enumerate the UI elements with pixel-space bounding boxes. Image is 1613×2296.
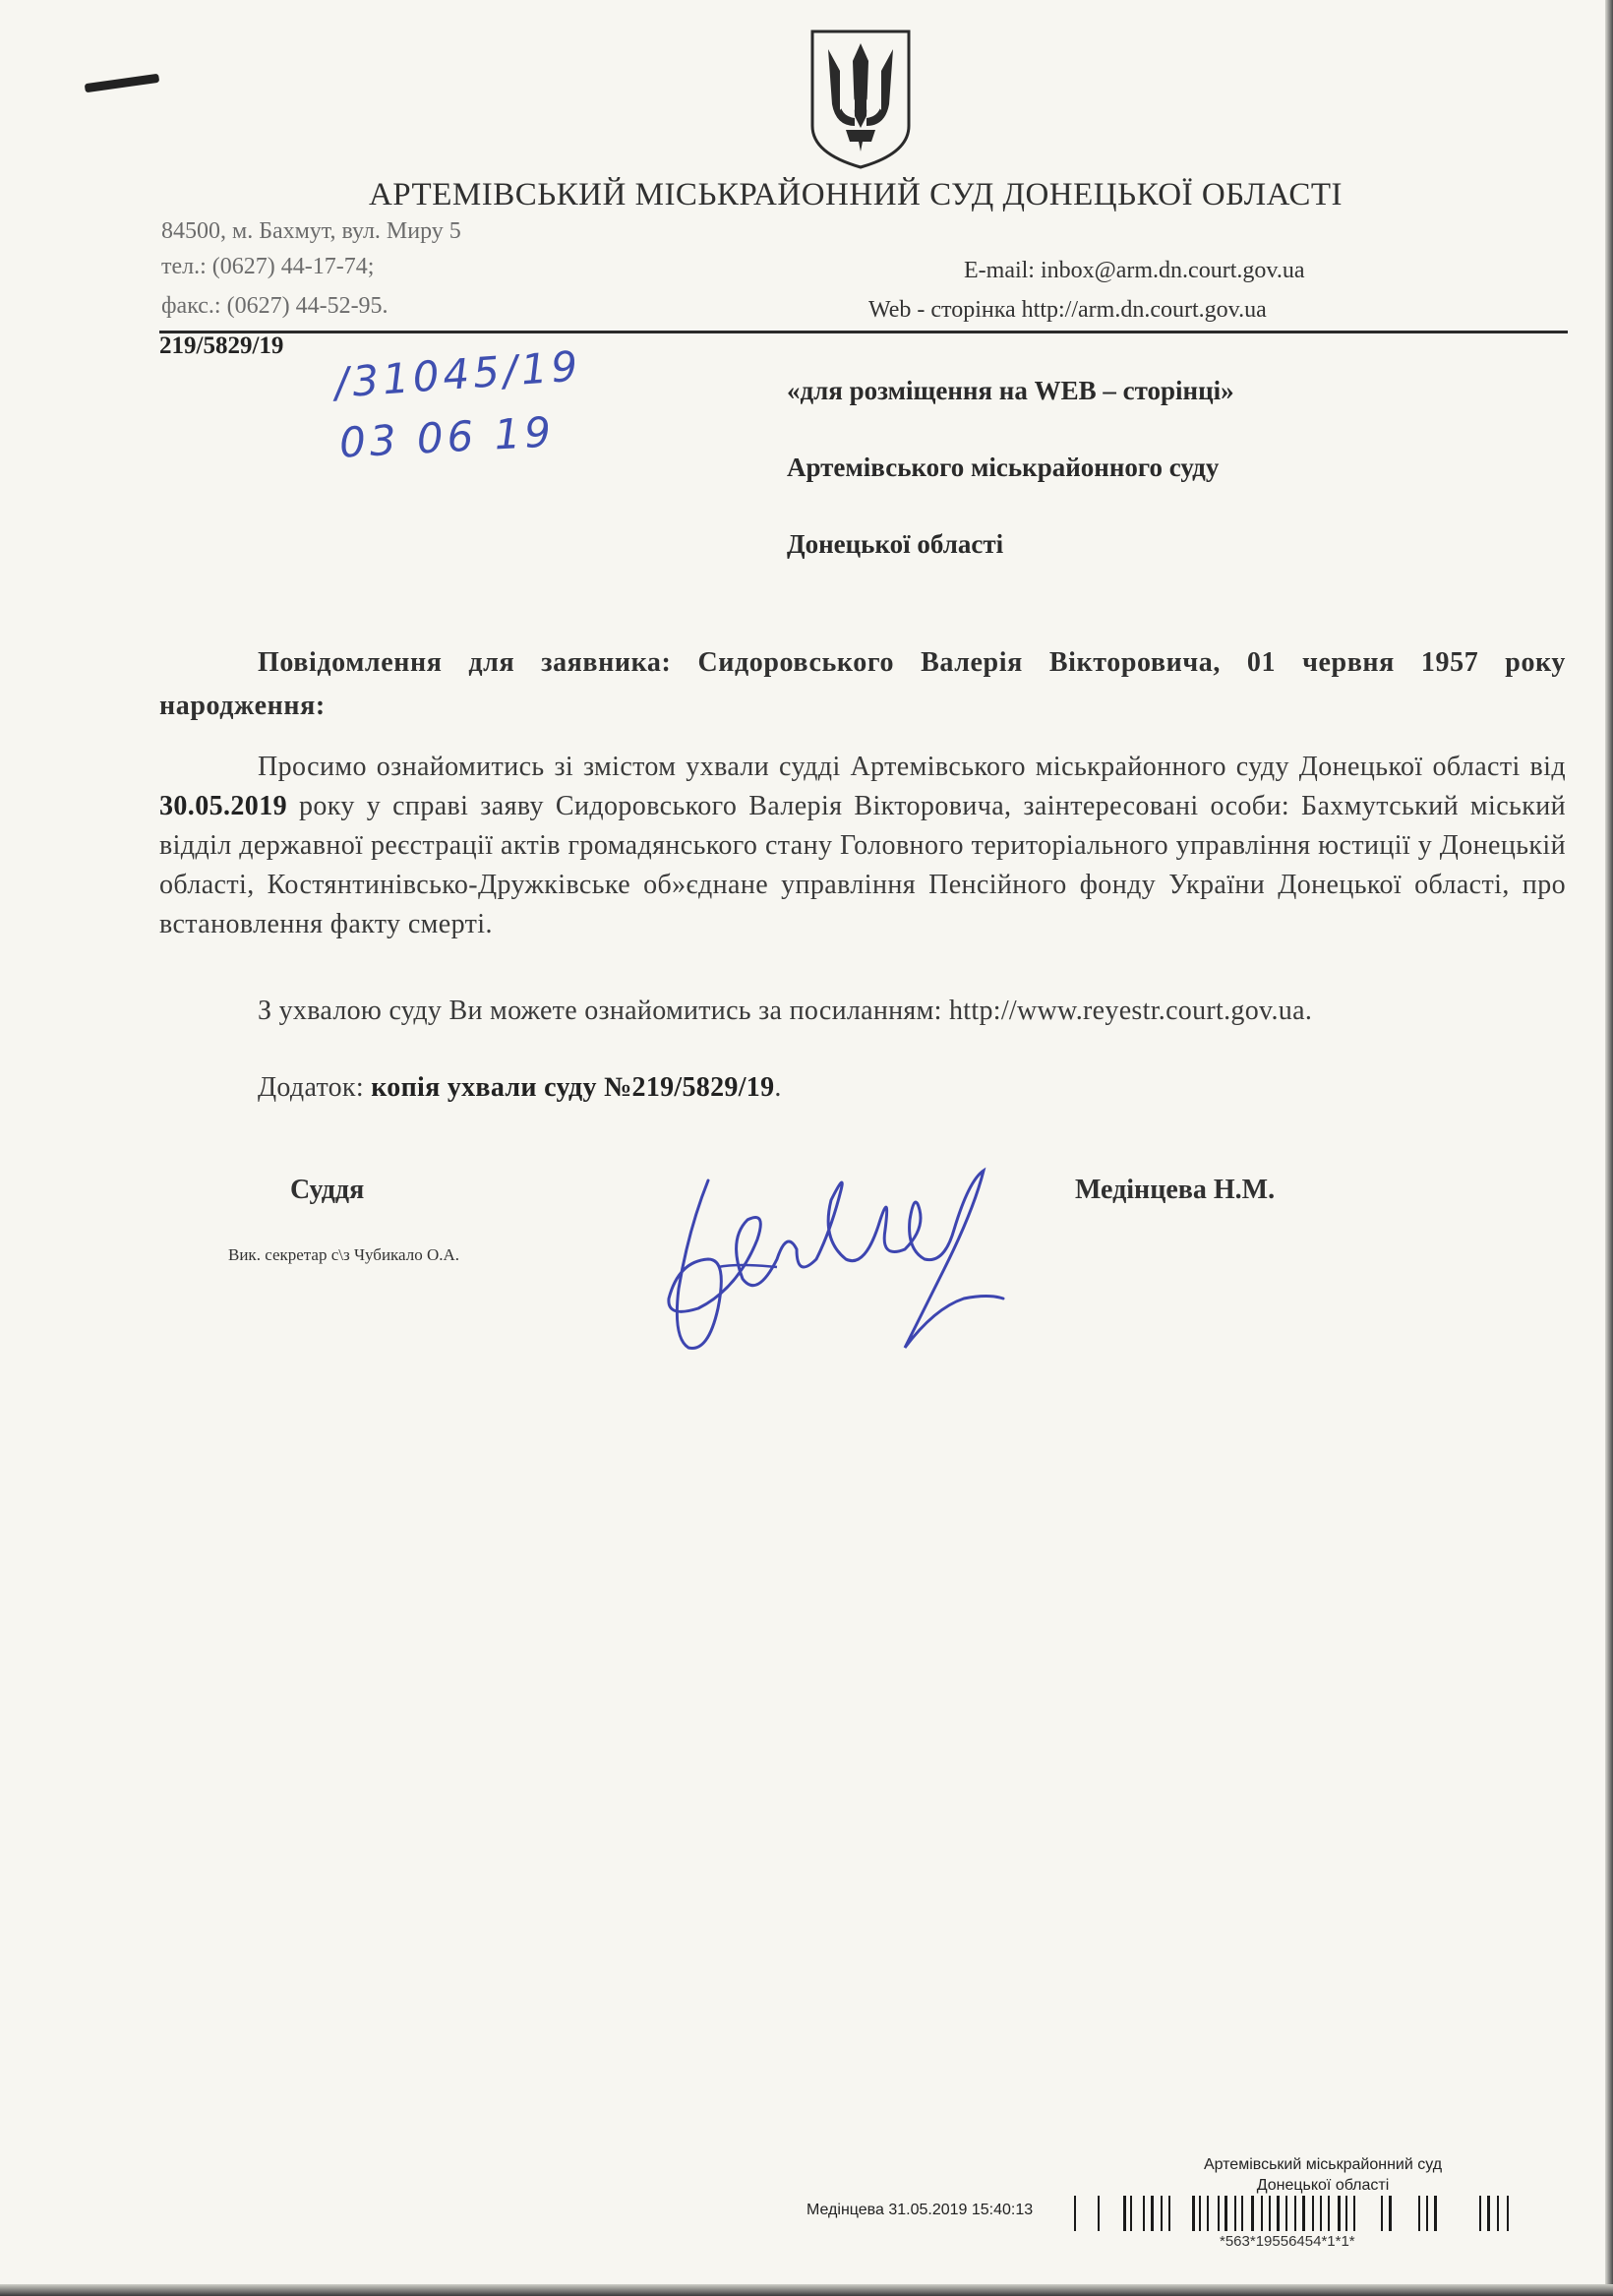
body-p1-end: року у справі заяву Сидоровського Валерія Вікторовича, заінтересовані особи: Бахмутський міський відділ державної реєстрації актів громадянського стану Головного територіального управління юстиції у Донецькій області, Костянтинівсько-Дружківське об»єднане управління Пенсійного фонду України Донецької області, про встановлення факту смерті. — [159, 791, 1566, 939]
court-title: АРТЕМІВСЬКИЙ МІСЬКРАЙОННИЙ СУД ДОНЕЦЬКОЇ ОБЛАСТІ — [368, 177, 1344, 212]
court-address: 84500, м. Бахмут, вул. Миру 5 — [161, 218, 461, 244]
case-number: 219/5829/19 — [159, 332, 284, 359]
judge-label: Суддя — [290, 1175, 365, 1205]
stamp-court-line-1: Артемівський міськрайонний суд — [1203, 2156, 1443, 2173]
handwritten-reg-number: /31045/19 — [332, 341, 583, 407]
header-divider — [159, 331, 1568, 333]
page-bottom-shadow — [0, 2284, 1613, 2296]
recipient-line-2: Артемівського міськрайонного суду — [787, 453, 1220, 482]
attachment-value: копія ухвали суду №219/5829/19 — [371, 1072, 775, 1103]
stamp-court-name — [1175, 2154, 1470, 2196]
barcode-number: *563*19556454*1*1* — [1220, 2233, 1355, 2250]
judge-name: Медінцева Н.М. — [1075, 1175, 1276, 1205]
recipient-line-3: Донецької області — [787, 529, 1004, 559]
scan-mark — [85, 74, 160, 92]
stamp-court-line-2: Донецької області — [1256, 2177, 1390, 2194]
court-email: E-mail: inbox@arm.dn.court.gov.ua — [964, 258, 1305, 283]
attachment-line — [258, 1072, 782, 1104]
court-fax: факс.: (0627) 44-52-95. — [161, 293, 388, 319]
attachment-end: . — [774, 1072, 782, 1103]
court-phone: тел.: (0627) 44-17-74; — [161, 254, 375, 279]
page-edge-shadow — [1605, 0, 1613, 2296]
body-paragraph-1 — [159, 748, 1566, 944]
ruling-date: 30.05.2019 — [159, 791, 287, 821]
signature-icon — [649, 1151, 1023, 1377]
trident-emblem-icon — [806, 28, 915, 170]
attachment-label: Додаток: — [258, 1072, 372, 1103]
notice-heading: Повідомлення для заявника: Сидоровського Валерія Вікторовича, 01 червня 1957 року народження: — [159, 647, 1566, 721]
body-paragraph-2: З ухвалою суду Ви можете ознайомитись за посиланням: http://www.reyestr.court.gov.ua. — [258, 996, 1313, 1026]
court-web: Web - сторінка http://arm.dn.court.gov.ua — [868, 297, 1267, 323]
body-p1-start: Просимо ознайомитись зі змістом ухвали судді Артемівського міськрайонного суду Донецької області від — [258, 752, 1566, 782]
stamp-signer-time: Медінцева 31.05.2019 15:40:13 — [806, 2202, 1034, 2218]
recipient-line-1: «для розміщення на WEB – сторінці» — [787, 376, 1234, 405]
barcode-icon — [1074, 2196, 1556, 2231]
handwritten-date: 03 06 19 — [337, 407, 557, 467]
secretary-line: Вик. секретар с\з Чубикало О.А. — [228, 1245, 460, 1264]
